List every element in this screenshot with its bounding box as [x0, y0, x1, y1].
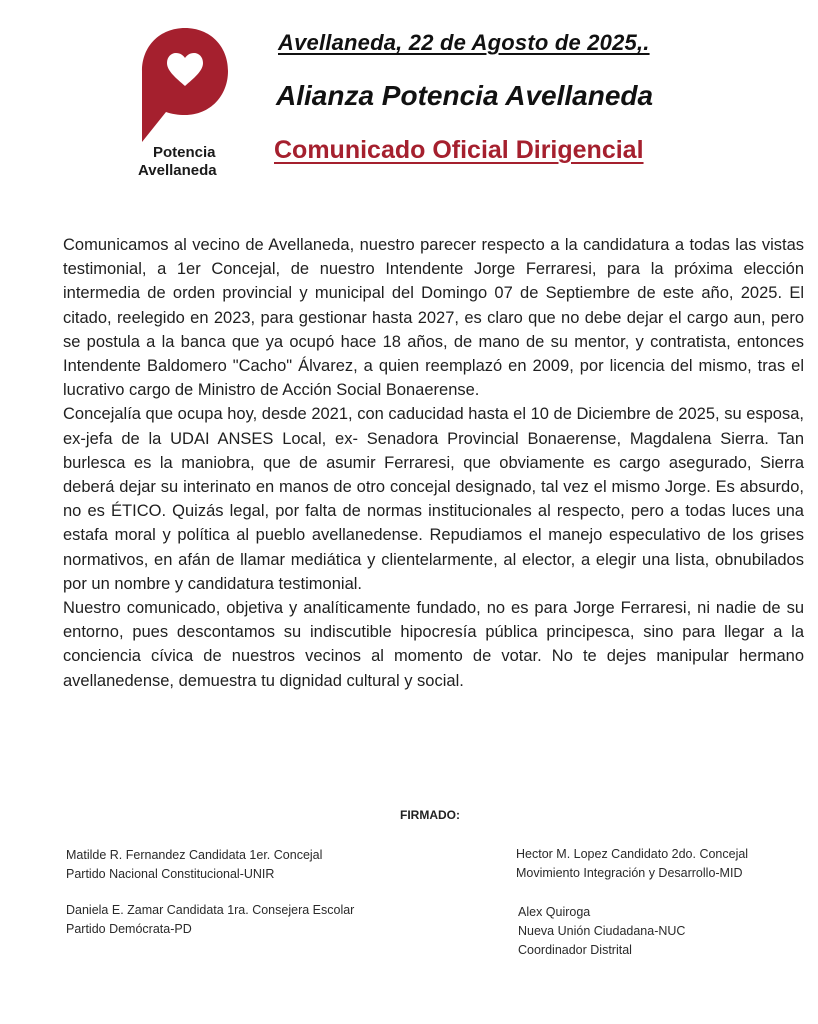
signer-party: Nueva Unión Ciudadana-NUC: [518, 924, 686, 938]
signer-name-role: Daniela E. Zamar Candidata 1ra. Consejera Escolar: [66, 903, 355, 917]
signer-block: [66, 846, 322, 884]
logo-text-line-2: Avellaneda: [138, 162, 217, 179]
signer-role: Coordinador Distrital: [518, 943, 632, 957]
communique-body: [63, 233, 804, 693]
party-logo: [138, 26, 238, 179]
signer-name: Alex Quiroga: [518, 905, 591, 919]
signer-block: [516, 845, 748, 883]
document-title: Comunicado Oficial Dirigencial: [274, 136, 644, 164]
signer-name-role: Hector M. Lopez Candidato 2do. Concejal: [516, 847, 749, 861]
signer-party: Partido Demócrata-PD: [66, 922, 192, 936]
signed-label: FIRMADO:: [400, 808, 460, 822]
signer-block: [518, 903, 685, 960]
body-paragraph-2: Concejalía que ocupa hoy, desde 2021, con caducidad hasta el 10 de Diciembre de 2025, su esposa, ex-jefa de la UDAI ANSES Local, ex- Senadora Provincial Bonaerense, Magdalena Sierra. Tan burlesca es la maniobra, que de asumir Ferraresi, que obviamente es cargo asegurado, Sierra deberá dejar su interinato en manos de otro concejal designado, tal vez el mismo Jorge. Es absurdo, no es ÉTICO. Quizás legal, por falta de normas institucionales al respecto, pero a todas luces una estafa moral y política al pueblo avellanedense. Repudiamos el manejo especulativo de los grises normativos, en afán de llamar mediática y clientelarmente, al elector, a elegir una lista, obnubilados por un nombre y candidatura testimonial.: [63, 405, 804, 593]
logo-p-bubble-icon: [140, 26, 230, 144]
logo-text-line-1: Potencia: [153, 144, 216, 161]
body-paragraph-3: Nuestro comunicado, objetiva y analíticamente fundado, no es para Jorge Ferraresi, ni nadie de su entorno, pues descontamos su indiscutible hipocresía pública principesca, sino para llegar a la conciencia cívica de nuestros vecinos al momento de votar. No te dejes manipular hermano avellanedense, demuestra tu dignidad cultural y social.: [63, 599, 804, 690]
signer-name-role: Matilde R. Fernandez Candidata 1er. Concejal: [66, 848, 323, 862]
organization-name: Alianza Potencia Avellaneda: [276, 80, 654, 111]
body-paragraph-1: Comunicamos al vecino de Avellaneda, nuestro parecer respecto a la candidatura a todas las vistas testimonial, a 1er Concejal, de nuestro Intendente Jorge Ferraresi, para la próxima elección intermedia de orden provincial y municipal del Domingo 07 de Septiembre de este año, 2025. El citado, reelegido en 2023, para gestionar hasta 2027, es claro que no debe dejar el cargo aun, pero se postula a la banca que ya ocupó hace 18 años, de mano de su mentor, y contratista, entonces Intendente Baldomero "Cacho" Álvarez, a quien reemplazó en 2009, por licencia del mismo, tras el lucrativo cargo de Ministro de Acción Social Bonaerense.: [63, 236, 804, 400]
signer-block: [66, 901, 354, 939]
signer-party: Partido Nacional Constitucional-UNIR: [66, 867, 275, 881]
document-date: Avellaneda, 22 de Agosto de 2025,.: [278, 30, 650, 55]
signer-party: Movimiento Integración y Desarrollo-MID: [516, 866, 743, 880]
